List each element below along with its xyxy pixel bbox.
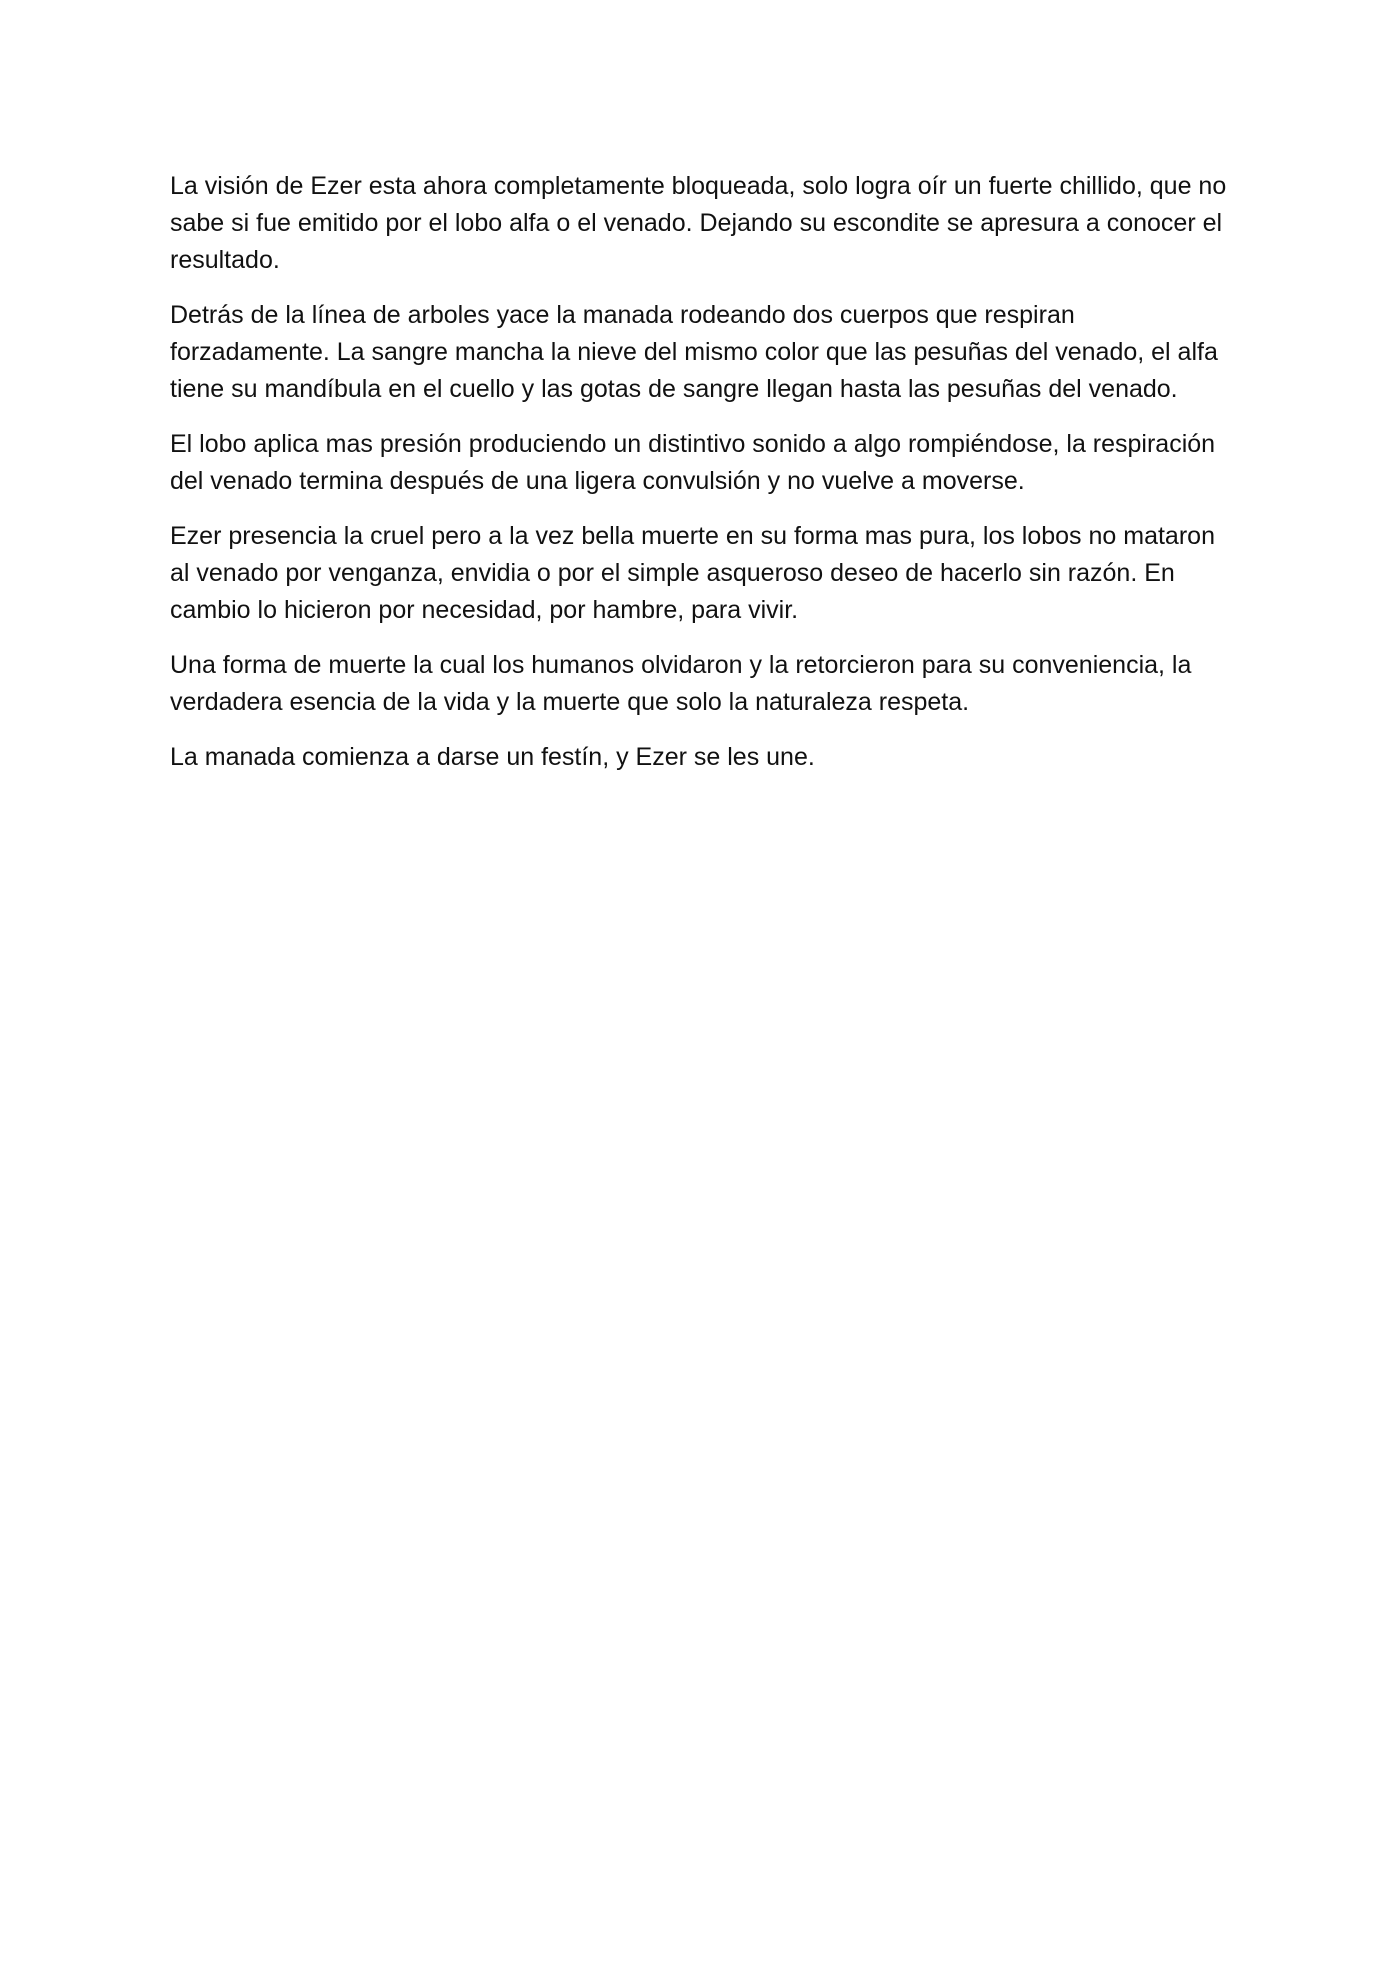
paragraph-1: La visión de Ezer esta ahora completamente bloqueada, solo logra oír un fuerte chillido, que no sabe si fue emitido por el lobo alfa o el venado. Dejando su escondite se apresura a conocer el resultado. — [170, 172, 1227, 274]
paragraph-5: Una forma de muerte la cual los humanos olvidaron y la retorcieron para su conveniencia, la verdadera esencia de la vida y la muerte que solo la naturaleza respeta. — [170, 651, 1192, 716]
paragraph-4: Ezer presencia la cruel pero a la vez bella muerte en su forma mas pura, los lobos no mataron al venado por venganza, envidia o por el simple asqueroso deseo de hacerlo sin razón. En cambio lo hicieron por necesidad, por hambre, para vivir. — [170, 522, 1215, 624]
paragraph-6: La manada comienza a darse un festín, y Ezer se les une. — [170, 743, 815, 771]
document-body — [170, 168, 1240, 794]
paragraph-2: Detrás de la línea de arboles yace la manada rodeando dos cuerpos que respiran forzadamente. La sangre mancha la nieve del mismo color que las pesuñas del venado, el alfa tiene su mandíbula en el cuello y las gotas de sangre llegan hasta las pesuñas del venado. — [170, 301, 1218, 403]
paragraph-3: El lobo aplica mas presión produciendo un distintivo sonido a algo rompiéndose, la respiración del venado termina después de una ligera convulsión y no vuelve a moverse. — [170, 430, 1216, 495]
